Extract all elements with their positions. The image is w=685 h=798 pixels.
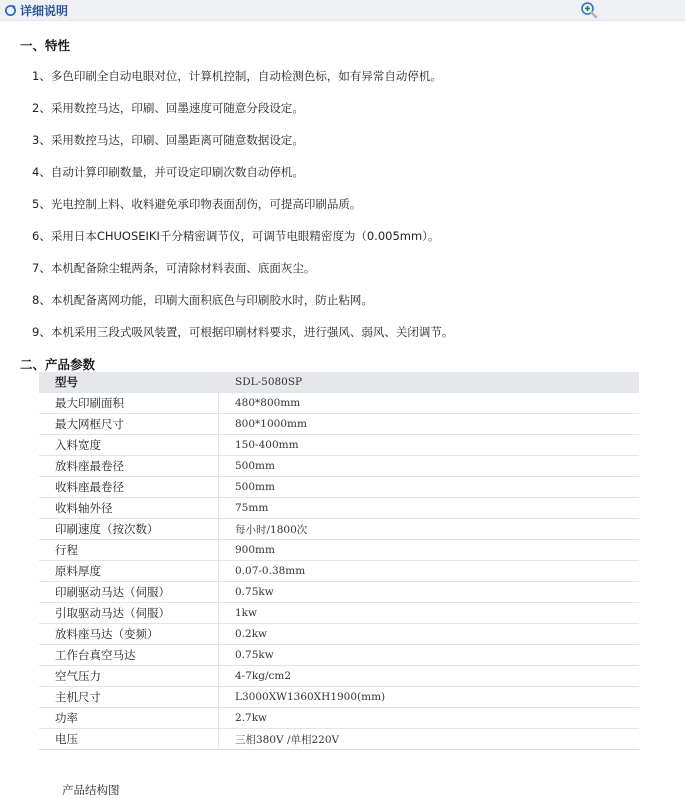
spec-key: 收料轴外径 bbox=[39, 498, 219, 519]
feature-item-2: 2、采用数控马达，印刷、回墨速度可随意分段设定。 bbox=[32, 101, 304, 115]
detail-title bbox=[4, 2, 68, 18]
spec-value: 75mm bbox=[219, 498, 640, 519]
spec-key: 原料厚度 bbox=[39, 561, 219, 582]
table-row bbox=[39, 498, 639, 519]
table-row bbox=[39, 456, 639, 477]
table-row bbox=[39, 519, 639, 540]
spec-value: SDL-5080SP bbox=[219, 372, 640, 393]
spec-value: 500mm bbox=[219, 477, 640, 498]
spec-table bbox=[39, 372, 639, 750]
spec-value: 每小时/1800次 bbox=[219, 519, 640, 540]
feature-item-5: 5、光电控制上料、收料避免承印物表面刮伤，可提高印刷品质。 bbox=[32, 197, 362, 211]
spec-key: 行程 bbox=[39, 540, 219, 561]
feature-item-7: 7、本机配备除尘辊两条，可清除材料表面、底面灰尘。 bbox=[32, 261, 316, 275]
spec-value: 0.75kw bbox=[219, 645, 640, 666]
detail-title-text: 详细说明 bbox=[20, 3, 69, 18]
spec-value: 150-400mm bbox=[219, 435, 640, 456]
spec-value: 2.7kw bbox=[219, 708, 640, 729]
spec-value: 0.2kw bbox=[219, 624, 640, 645]
spec-key: 最大印刷面积 bbox=[39, 393, 219, 414]
spec-key: 主机尺寸 bbox=[39, 687, 219, 708]
feature-item-9: 9、本机采用三段式吸风装置，可根据印刷材料要求，进行强风、弱风、关闭调节。 bbox=[32, 325, 454, 339]
spec-key: 引取驱动马达（伺服） bbox=[39, 603, 219, 624]
spec-key: 最大网框尺寸 bbox=[39, 414, 219, 435]
spec-key: 入料宽度 bbox=[39, 435, 219, 456]
spec-key: 型号 bbox=[39, 372, 219, 393]
spec-key: 收料座最卷径 bbox=[39, 477, 219, 498]
table-row bbox=[39, 624, 639, 645]
table-row bbox=[39, 582, 639, 603]
spec-value: 0.07-0.38mm bbox=[219, 561, 640, 582]
spec-value: 三相380V /单相220V bbox=[219, 729, 640, 750]
table-row bbox=[39, 561, 639, 582]
spec-value: 900mm bbox=[219, 540, 640, 561]
table-row bbox=[39, 477, 639, 498]
spec-value: 800*1000mm bbox=[219, 414, 640, 435]
spec-key: 放料座马达（变频） bbox=[39, 624, 219, 645]
table-row bbox=[39, 393, 639, 414]
detail-header-bar bbox=[0, 0, 685, 21]
spec-value: 4-7kg/cm2 bbox=[219, 666, 640, 687]
table-row bbox=[39, 435, 639, 456]
params-heading: 二、产品参数 bbox=[20, 357, 96, 372]
refresh-icon bbox=[4, 4, 17, 17]
spec-key: 空气压力 bbox=[39, 666, 219, 687]
table-row bbox=[39, 540, 639, 561]
spec-key: 功率 bbox=[39, 708, 219, 729]
table-row bbox=[39, 414, 639, 435]
spec-key: 放料座最卷径 bbox=[39, 456, 219, 477]
spec-value: 1kw bbox=[219, 603, 640, 624]
zoom-in-icon[interactable] bbox=[580, 1, 598, 19]
table-row bbox=[39, 687, 639, 708]
table-row bbox=[39, 708, 639, 729]
table-row bbox=[39, 645, 639, 666]
feature-item-1: 1、多色印刷全自动电眼对位，计算机控制，自动检测色标，如有异常自动停机。 bbox=[32, 69, 442, 83]
spec-value: L3000XW1360XH1900(mm) bbox=[219, 687, 640, 708]
table-row-header bbox=[39, 372, 639, 393]
feature-item-3: 3、采用数控马达，印刷、回墨距离可随意数据设定。 bbox=[32, 133, 304, 147]
spec-value: 480*800mm bbox=[219, 393, 640, 414]
spec-value: 500mm bbox=[219, 456, 640, 477]
spec-key: 印刷驱动马达（伺服） bbox=[39, 582, 219, 603]
feature-item-4: 4、自动计算印刷数量，并可设定印刷次数自动停机。 bbox=[32, 165, 304, 179]
spec-key: 印刷速度（按次数） bbox=[39, 519, 219, 540]
spec-key: 工作台真空马达 bbox=[39, 645, 219, 666]
spec-value: 0.75kw bbox=[219, 582, 640, 603]
feature-item-8: 8、本机配备离网功能，印刷大面积底色与印刷胶水时，防止粘网。 bbox=[32, 293, 373, 307]
table-row bbox=[39, 666, 639, 687]
features-heading: 一、特性 bbox=[20, 38, 71, 53]
feature-item-6: 6、采用日本CHUOSEIKI千分精密调节仪，可调节电眼精密度为（0.005mm）。 bbox=[32, 229, 440, 243]
table-row bbox=[39, 603, 639, 624]
table-row bbox=[39, 729, 639, 750]
spec-key: 电压 bbox=[39, 729, 219, 750]
structure-diagram-label: 产品结构图 bbox=[62, 783, 120, 797]
